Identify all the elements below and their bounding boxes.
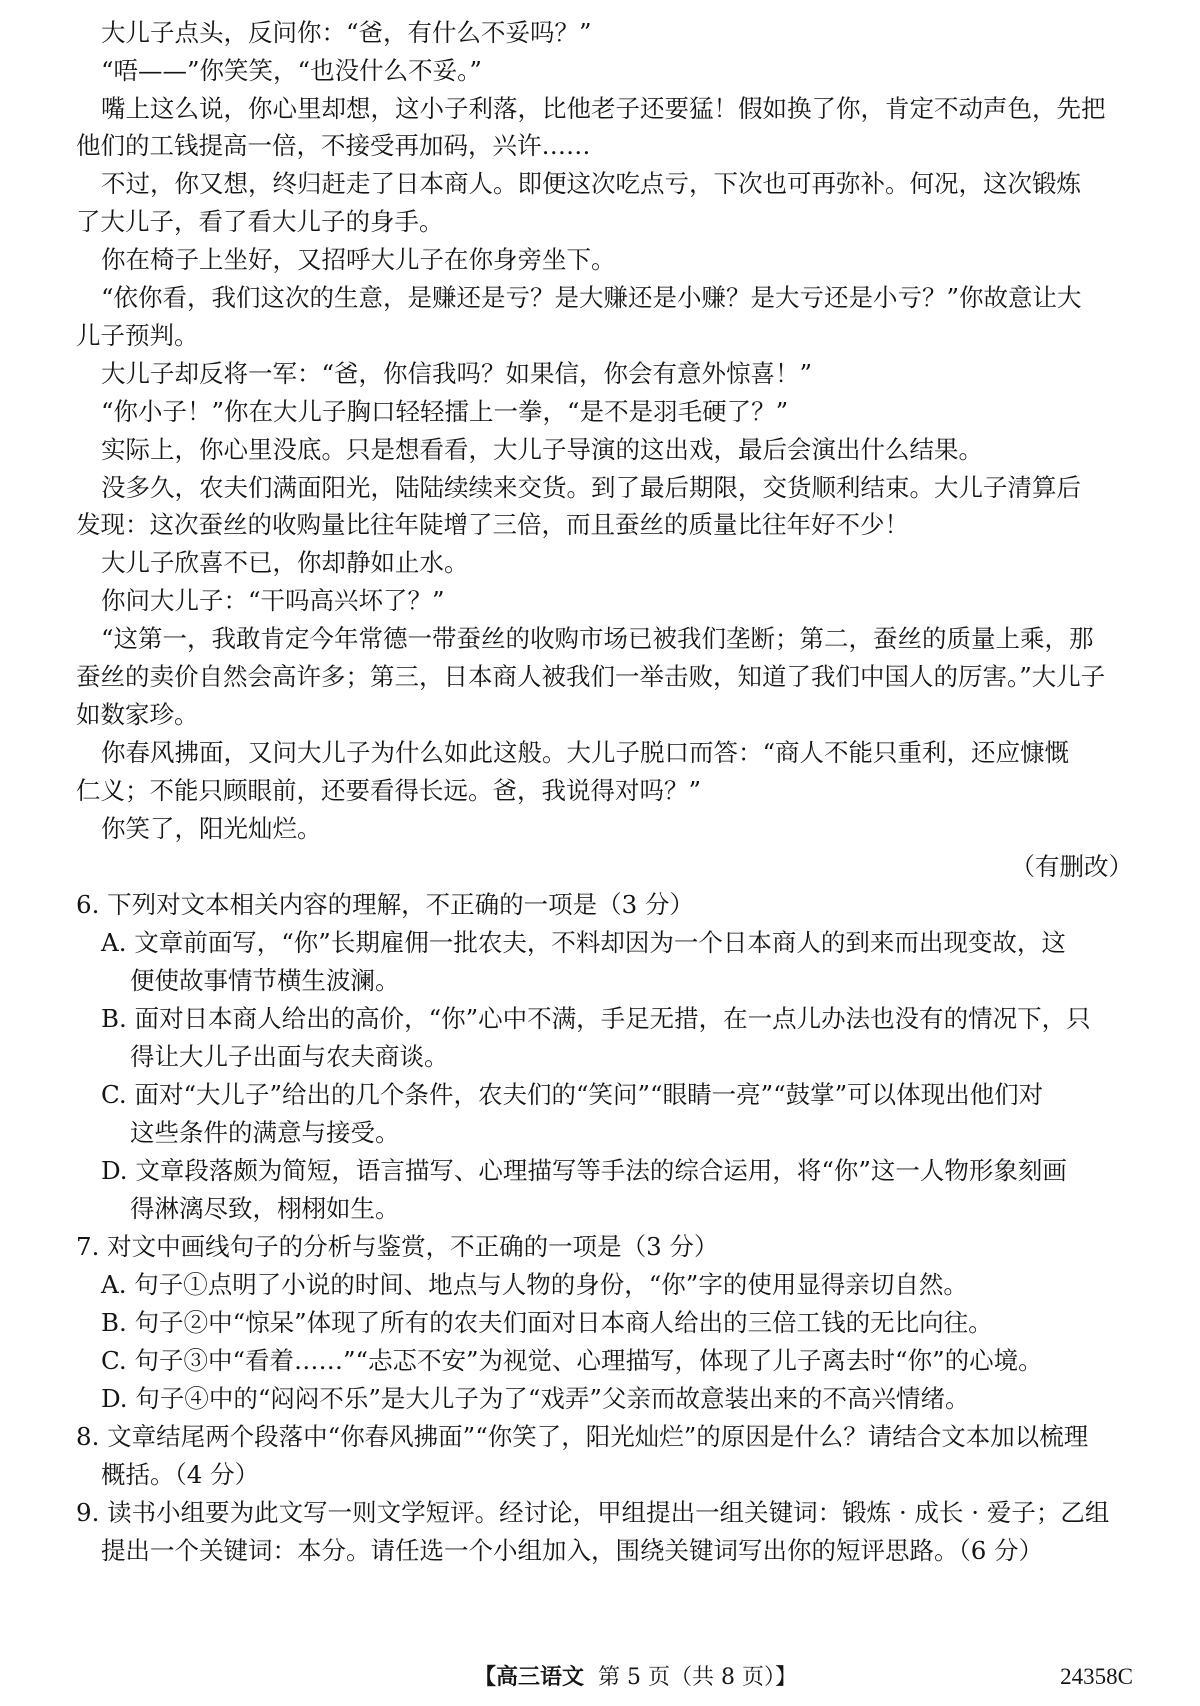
story-line: 了大儿子，看了看大儿子的身手。	[76, 207, 444, 236]
question-6-option-c-cont: 这些条件的满意与接受。	[130, 1118, 400, 1147]
story-line: 如数家珍。	[76, 700, 199, 729]
story-line: 蚕丝的卖价自然会高许多；第三，日本商人被我们一举击败，知道了我们中国人的厉害。”大儿子	[76, 662, 1106, 691]
footer-page-info	[474, 1658, 797, 1697]
story-line: 你笑了，阳光灿烂。	[101, 814, 322, 843]
story-line: 大儿子点头，反问你：“爸，有什么不妥吗？”	[101, 18, 592, 47]
question-9-text: 9. 读书小组要为此文写一则文学短评。经讨论，甲组提出一组关键词：锻炼 · 成长 · 爱子；乙组	[76, 1498, 1110, 1527]
story-line: “你小子！”你在大儿子胸口轻轻擂上一拳，“是不是羽毛硬了？”	[101, 397, 789, 426]
question-6-option-a: A. 文章前面写，“你”长期雇佣一批农夫，不料却因为一个日本商人的到来而出现变故，这	[101, 928, 1066, 957]
source-note: （有删改）	[1010, 852, 1133, 881]
story-line: 你春风拂面，又问大儿子为什么如此这般。大儿子脱口而答：“商人不能只重利，还应慷慨	[101, 738, 1070, 767]
question-6-stem: 6. 下列对文本相关内容的理解，不正确的一项是（3 分）	[76, 890, 695, 919]
question-8-text: 8. 文章结尾两个段落中“你春风拂面”“你笑了，阳光灿烂”的原因是什么？请结合文本加以梳理	[76, 1422, 1089, 1451]
question-6-option-b: B. 面对日本商人给出的高价，“你”心中不满，手足无措，在一点儿办法也没有的情况下，只	[101, 1004, 1091, 1033]
story-line: 发现：这次蚕丝的收购量比往年陡增了三倍，而且蚕丝的质量比往年好不少！	[76, 510, 909, 539]
story-line: 大儿子欣喜不已，你却静如止水。	[101, 548, 469, 577]
story-line: 嘴上这么说，你心里却想，这小子利落，比他老子还要猛！假如换了你，肯定不动声色，先把	[101, 94, 1106, 123]
story-line: “依你看，我们这次的生意，是赚还是亏？是大赚还是小赚？是大亏还是小亏？”你故意让大	[101, 283, 1082, 312]
story-line: “唔——”你笑笑，“也没什么不妥。”	[101, 56, 482, 85]
story-line: 不过，你又想，终归赶走了日本商人。即便这次吃点亏，下次也可再弥补。何况，这次锻炼	[101, 169, 1081, 198]
story-line: “这第一，我敢肯定今年常德一带蚕丝的收购市场已被我们垄断；第二，蚕丝的质量上乘，那	[101, 624, 1094, 653]
footer-exam-code: 24358C	[1060, 1664, 1133, 1689]
story-line: 他们的工钱提高一倍，不接受再加码，兴许……	[76, 131, 591, 160]
question-7-option-a: A. 句子①点明了小说的时间、地点与人物的身份，“你”字的使用显得亲切自然。	[101, 1270, 968, 1299]
story-line: 你问大儿子：“干吗高兴坏了？”	[101, 586, 445, 615]
footer-subject: 【高三语文	[474, 1664, 585, 1690]
story-line: 大儿子却反将一军：“爸，你信我吗？如果信，你会有意外惊喜！”	[101, 359, 813, 388]
question-7-option-c: C. 句子③中“看着……”“忐忑不安”为视觉、心理描写，体现了儿子离去时“你”的心境。	[101, 1346, 1043, 1375]
question-9-text-cont: 提出一个关键词：本分。请任选一个小组加入，围绕关键词写出你的短评思路。（6 分）	[101, 1536, 1044, 1565]
story-line: 实际上，你心里没底。只是想看看，大儿子导演的这出戏，最后会演出什么结果。	[101, 435, 983, 464]
footer-page-number: 第 5 页（共 8 页）】	[598, 1665, 797, 1690]
question-6-option-a-cont: 便使故事情节横生波澜。	[130, 966, 400, 995]
story-line: 儿子预判。	[76, 321, 199, 350]
question-7-option-d: D. 句子④中的“闷闷不乐”是大儿子为了“戏弄”父亲而故意装出来的不高兴情绪。	[101, 1384, 970, 1413]
question-6-option-d: D. 文章段落颇为简短，语言描写、心理描写等手法的综合运用，将“你”这一人物形象刻画	[101, 1156, 1067, 1185]
question-6-option-b-cont: 得让大儿子出面与农夫商谈。	[130, 1042, 449, 1071]
question-6-option-d-cont: 得淋漓尽致，栩栩如生。	[130, 1194, 400, 1223]
question-7-option-b: B. 句子②中“惊呆”体现了所有的农夫们面对日本商人给出的三倍工钱的无比向往。	[101, 1308, 993, 1337]
page-footer	[0, 1658, 1200, 1696]
story-line: 没多久，农夫们满面阳光，陆陆续续来交货。到了最后期限，交货顺利结束。大儿子清算后	[101, 473, 1081, 502]
question-6-option-c: C. 面对“大儿子”给出的几个条件，农夫们的“笑问”“眼睛一亮”“鼓掌”可以体现出他们对	[101, 1080, 1044, 1109]
question-8-text-cont: 概括。（4 分）	[101, 1460, 260, 1489]
story-line: 你在椅子上坐好，又招呼大儿子在你身旁坐下。	[101, 245, 616, 274]
story-line: 仁义；不能只顾眼前，还要看得长远。爸，我说得对吗？”	[76, 776, 702, 805]
question-7-stem: 7. 对文中画线句子的分析与鉴赏，不正确的一项是（3 分）	[76, 1232, 719, 1261]
